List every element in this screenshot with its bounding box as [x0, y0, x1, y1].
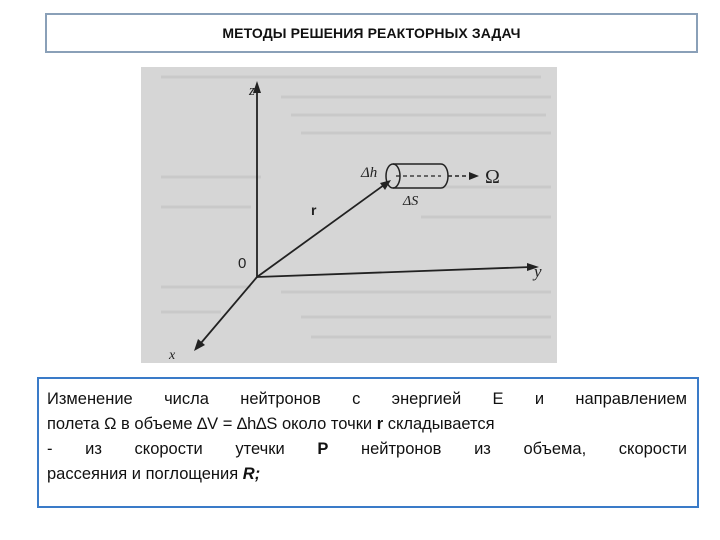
- leakage-p-symbol: Р: [317, 440, 329, 458]
- slide-title-box: [45, 13, 698, 53]
- omega-arrow: [469, 172, 479, 180]
- y-axis-label: y: [534, 262, 542, 281]
- description-line-1: [47, 387, 687, 412]
- line2-text-a: полета Ω в объеме ∆V = ∆h∆S около точки: [47, 415, 377, 433]
- description-line-3: [47, 437, 687, 462]
- omega-label: Ω: [485, 166, 500, 188]
- line2-text-b: складывается: [383, 415, 495, 433]
- r-vector-label: r: [311, 202, 317, 218]
- description-line-2: [47, 412, 687, 437]
- coordinate-diagram: [141, 67, 557, 363]
- r-vector-line: [257, 185, 384, 277]
- scatter-r-symbol: R;: [242, 465, 261, 483]
- r-vector-arrow: [380, 180, 391, 190]
- line3-text-a: - из скорости утечки: [47, 440, 318, 458]
- delta-s-label: ΔS: [403, 194, 419, 209]
- diagram-figure: [141, 67, 557, 363]
- slide-title: МЕТОДЫ РЕШЕНИЯ РЕАКТОРНЫХ ЗАДАЧ: [222, 25, 521, 41]
- line3-text-b: нейтронов из объема, скорости: [328, 440, 687, 458]
- y-axis-line: [257, 267, 531, 277]
- volume-element-cylinder: [386, 164, 448, 188]
- origin-label: 0: [238, 255, 247, 272]
- z-axis-label: z: [249, 83, 255, 99]
- line4-text-a: рассеяния и поглощения: [47, 465, 243, 483]
- point-r-symbol: r: [376, 415, 384, 433]
- x-axis-label: x: [169, 348, 176, 363]
- line1-text: Изменение числа нейтронов с энергией Е и направлением: [47, 390, 687, 408]
- description-line-4: [47, 462, 687, 487]
- delta-h-label: Δh: [361, 165, 378, 181]
- background-texture: [161, 77, 551, 337]
- description-box: [37, 377, 699, 508]
